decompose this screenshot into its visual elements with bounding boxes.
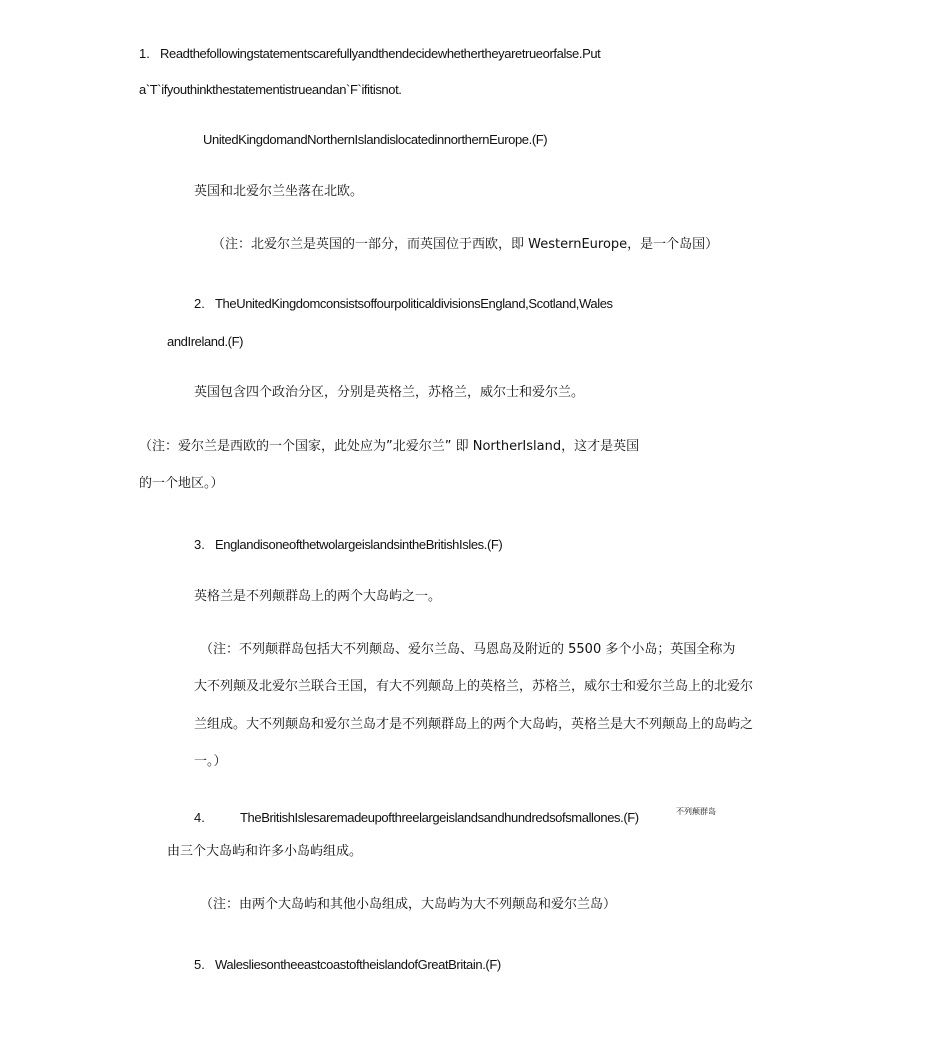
instruction-line: a`T`ifyouthinkthestatementistrueandan`F`ifitisnot. [139, 82, 402, 97]
annotation-note: 大不列颠及北爱尔兰联合王国，有大不列颠岛上的英格兰，苏格兰，威尔士和爱尔兰岛上的北爱尔 [194, 679, 754, 694]
statement-number: 5. [194, 957, 205, 972]
instruction-line: Readthefollowingstatementscarefullyandthendecidewhethertheyaretrueorfalse.Put [160, 46, 601, 61]
statement-number: 2. [194, 296, 205, 311]
annotation-note: （注：爱尔兰是西欧的一个国家，此处应为”北爱尔兰” 即 NortherIsland，这才是英国 [139, 439, 640, 454]
statement-text: WalesliesontheeastcoastoftheislandofGreatBritain.(F) [215, 957, 501, 972]
statement-text: andIreland.(F) [167, 334, 244, 349]
statement-text: TheUnitedKingdomconsistsoffourpoliticaldivisionsEngland,Scotland,Wales [215, 296, 613, 311]
statement-text: EnglandisoneofthetwolargeislandsintheBritishIsles.(F) [215, 537, 503, 552]
statement-number: 3. [194, 537, 205, 552]
annotation-note: 一。） [194, 754, 227, 769]
chinese-translation: 英国包含四个政治分区，分别是英格兰，苏格兰，威尔士和爱尔兰。 [194, 385, 585, 400]
statement-number: 4. [194, 810, 205, 825]
annotation-note: 兰组成。大不列颠岛和爱尔兰岛才是不列颠群岛上的两个大岛屿，英格兰是大不列颠岛上的岛屿之 [194, 717, 754, 732]
annotation-note: （注：北爱尔兰是英国的一部分，而英国位于西欧，即 WesternEurope，是一个岛国） [212, 237, 719, 252]
statement-text: UnitedKingdomandNorthernIslandislocatedinnorthernEurope.(F) [203, 132, 548, 147]
annotation-note: （注：由两个大岛屿和其他小岛组成，大岛屿为大不列颠岛和爱尔兰岛） [200, 897, 617, 912]
chinese-translation: 由三个大岛屿和许多小岛屿组成。 [167, 844, 363, 859]
superscript-annotation: 不列颠群岛 [676, 807, 716, 816]
annotation-note: （注：不列颠群岛包括大不列颠岛、爱尔兰岛、马恩岛及附近的 5500 多个小岛；英国全称为 [200, 642, 736, 657]
chinese-translation: 英国和北爱尔兰坐落在北欧。 [194, 184, 364, 199]
statement-text: TheBritishIslesaremadeupofthreelargeislandsandhundredsofsmallones.(F) [240, 810, 639, 825]
chinese-translation: 英格兰是不列颠群岛上的两个大岛屿之一。 [194, 589, 442, 604]
question-number: 1. [139, 46, 150, 61]
annotation-note: 的一个地区。） [139, 476, 224, 491]
